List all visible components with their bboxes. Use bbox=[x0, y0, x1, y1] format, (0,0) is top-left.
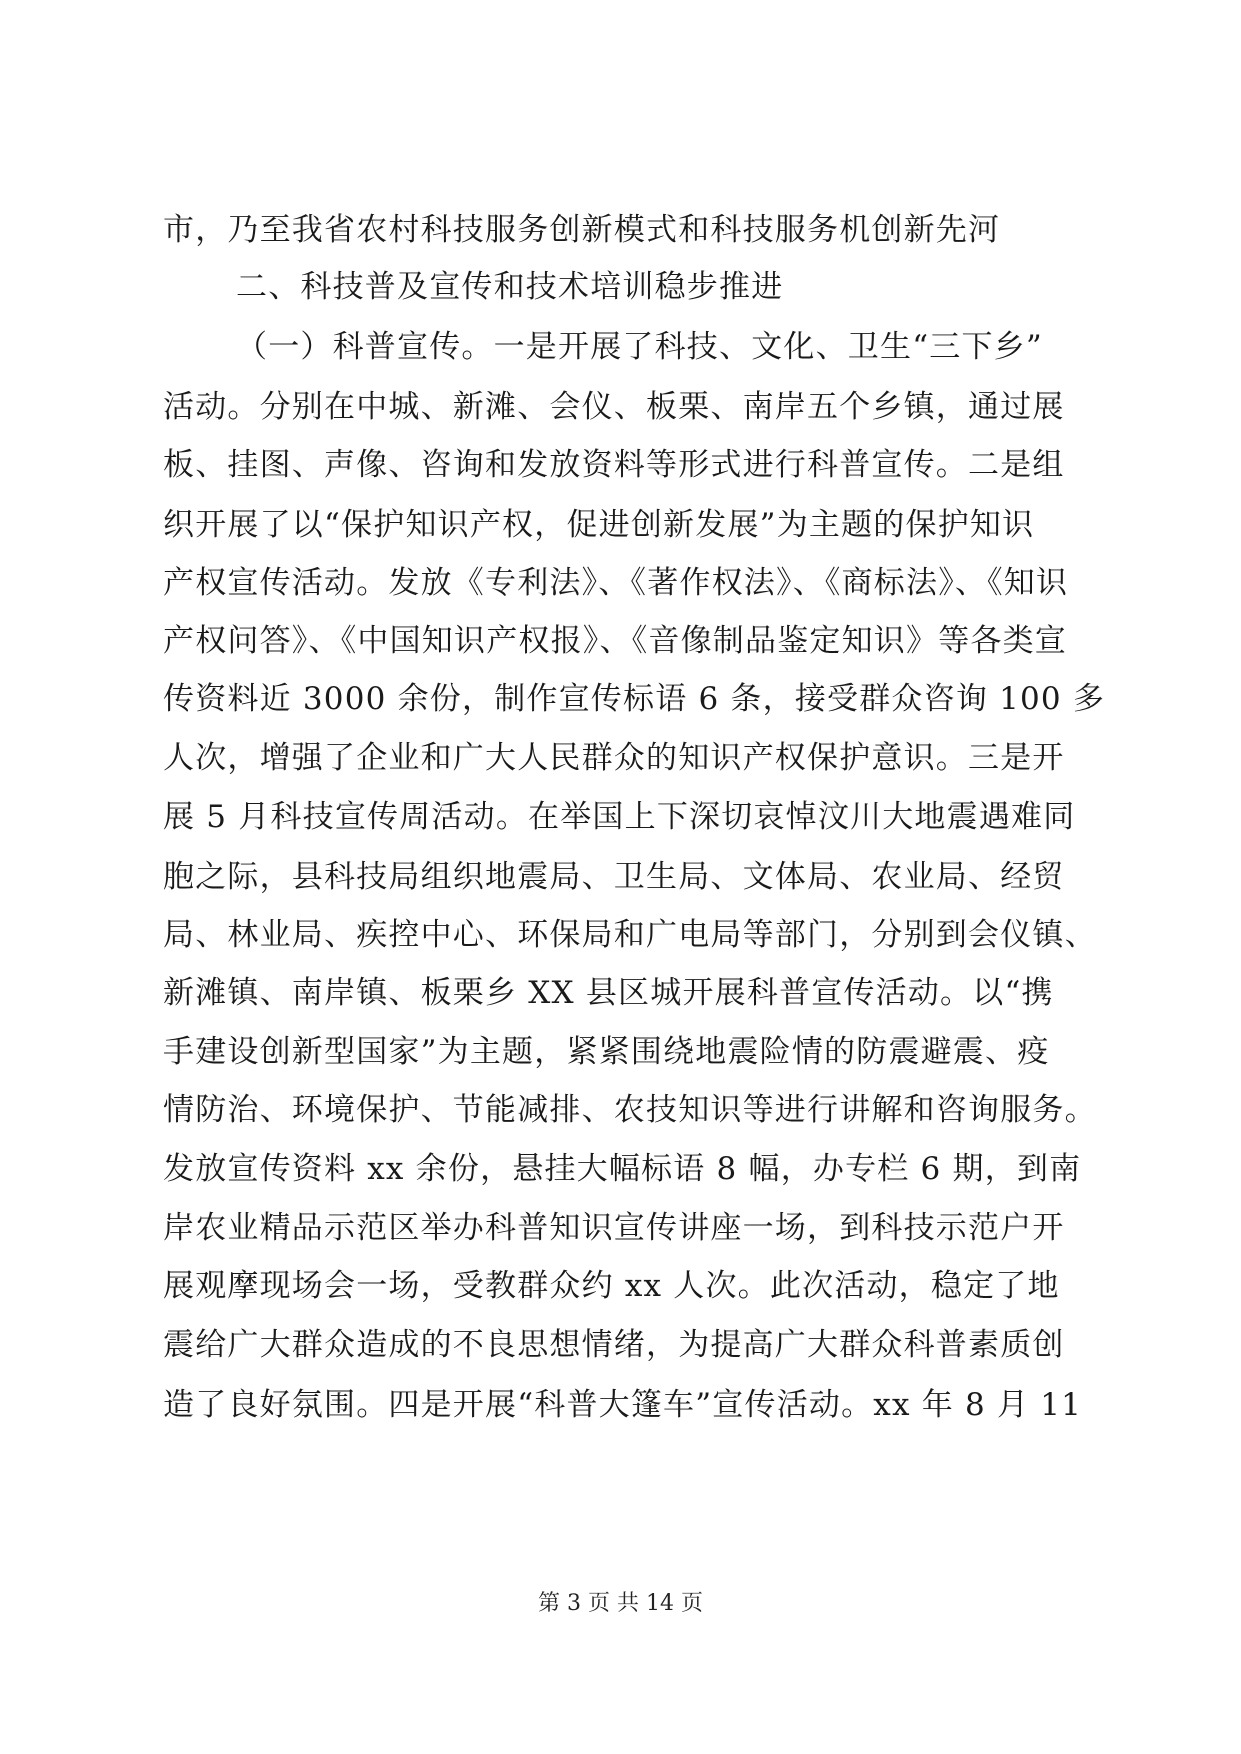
text-line: 传资料近 3000 余份，制作宣传标语 6 条，接受群众咨询 100 多 bbox=[163, 681, 1106, 717]
text-line: 产权宣传活动。发放《专利法》、《著作权法》、《商标法》、《知识 bbox=[163, 565, 1069, 601]
text-line: （一）科普宣传。一是开展了科技、文化、卫生“三下乡” bbox=[236, 329, 1043, 365]
text-line: 展 5 月科技宣传周活动。在举国上下深切哀悼汶川大地震遇难同 bbox=[163, 799, 1076, 835]
text-line: 造了良好氛围。四是开展“科普大篷车”宣传活动。xx 年 8 月 11 bbox=[163, 1387, 1083, 1423]
text-line: 活动。分别在中城、新滩、会仪、板栗、南岸五个乡镇，通过展 bbox=[163, 389, 1065, 425]
text-line: 震给广大群众造成的不良思想情绪，为提高广大群众科普素质创 bbox=[163, 1327, 1065, 1363]
text-line: 板、挂图、声像、咨询和发放资料等形式进行科普宣传。二是组 bbox=[163, 447, 1065, 483]
text-line: 新滩镇、南岸镇、板栗乡 XX 县区城开展科普宣传活动。以“携 bbox=[163, 975, 1054, 1011]
text-line: 发放宣传资料 xx 余份，悬挂大幅标语 8 幅，办专栏 6 期，到南 bbox=[163, 1151, 1082, 1187]
text-line: 产权问答》、《中国知识产权报》、《音像制品鉴定知识》等各类宣 bbox=[163, 623, 1067, 659]
section-heading: 二、科技普及宣传和技术培训稳步推进 bbox=[236, 269, 784, 305]
page-number-footer: 第 3 页 共 14 页 bbox=[538, 1591, 703, 1616]
text-line: 手建设创新型国家”为主题，紧紧围绕地震险情的防震避震、疫 bbox=[163, 1034, 1050, 1070]
text-line: 情防治、环境保护、节能减排、农技知识等进行讲解和咨询服务。 bbox=[163, 1092, 1097, 1128]
text-line: 展观摩现场会一场，受教群众约 xx 人次。此次活动，稳定了地 bbox=[163, 1268, 1060, 1304]
text-line: 市，乃至我省农村科技服务创新模式和科技服务机创新先河 bbox=[163, 212, 1001, 248]
text-line: 岸农业精品示范区举办科普知识宣传讲座一场，到科技示范户开 bbox=[163, 1210, 1065, 1246]
text-line: 织开展了以“保护知识产权，促进创新发展”为主题的保护知识 bbox=[163, 507, 1035, 543]
text-line: 局、林业局、疾控中心、环保局和广电局等部门，分别到会仪镇、 bbox=[163, 917, 1097, 953]
text-line: 人次，增强了企业和广大人民群众的知识产权保护意识。三是开 bbox=[163, 740, 1065, 776]
text-line: 胞之际，县科技局组织地震局、卫生局、文体局、农业局、经贸 bbox=[163, 859, 1065, 895]
